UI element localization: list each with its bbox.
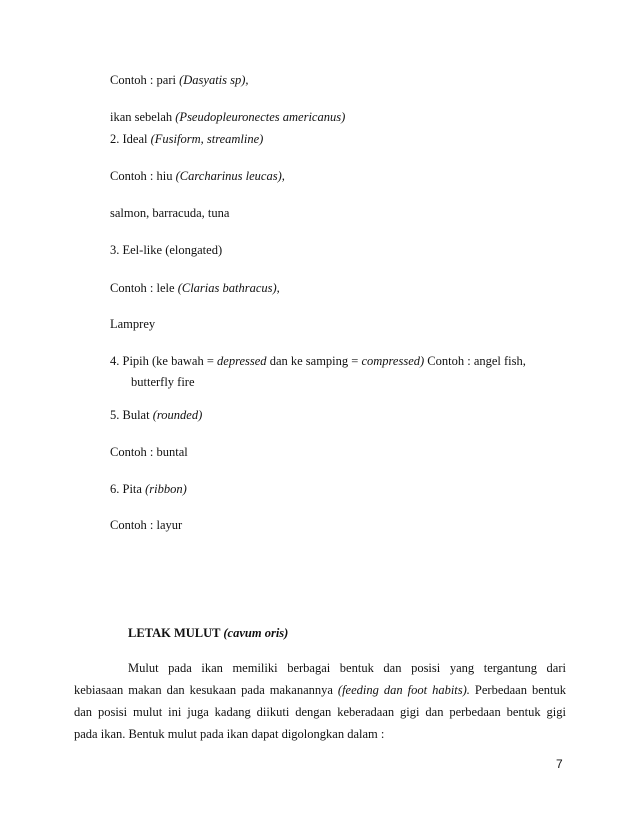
text-segment: Perbedaan bentuk: [469, 683, 566, 697]
example-line-pari: [110, 72, 249, 88]
scientific-name: (Carcharinus leucas),: [175, 169, 285, 183]
example-line-lamprey: [110, 316, 155, 332]
paragraph-row: [74, 701, 566, 723]
list-item-pipih: [110, 353, 526, 369]
example-line-hiu: [110, 168, 285, 184]
text-segment: Contoh : layur: [110, 518, 183, 532]
list-item-bulat: [110, 407, 202, 423]
example-line-layur: [110, 517, 182, 533]
text-segment: 5. Bulat: [110, 408, 153, 422]
text-segment: Lamprey: [110, 317, 156, 331]
text-segment: dan posisi mulut ini juga kadang diikuti dengan keberadaan gigi dan perbedaan bentuk gigi: [74, 705, 566, 719]
text-segment: Mulut pada ikan memiliki berbagai bentuk dan posisi yang tergantung dari: [128, 661, 566, 675]
list-item-ideal: [110, 131, 263, 147]
page-number: 7: [556, 757, 563, 771]
text-segment: ikan sebelah: [110, 110, 176, 124]
text-segment: 2. Ideal: [110, 132, 151, 146]
italic-term: compressed): [361, 354, 425, 368]
scientific-name: (Clarias bathracus),: [177, 281, 280, 295]
list-item-pita: [110, 481, 187, 497]
example-line-ikan-sebelah: [110, 109, 345, 125]
list-item-eel-like: [110, 242, 222, 258]
text-segment: Contoh : angel fish,: [424, 354, 526, 368]
example-line-lele: [110, 280, 280, 296]
scientific-name: (Pseudopleuronectes americanus): [175, 110, 346, 124]
text-segment: Contoh : hiu: [110, 169, 176, 183]
paragraph-row: [74, 723, 566, 745]
paragraph-row: [74, 679, 566, 701]
italic-term: (feeding dan foot habits).: [337, 683, 470, 697]
text-segment: 6. Pita: [110, 482, 146, 496]
text-segment: Contoh : buntal: [110, 445, 188, 459]
example-line-salmon: [110, 205, 229, 221]
text-segment: salmon, barracuda, tuna: [110, 206, 230, 220]
italic-term: depressed: [217, 354, 267, 368]
text-segment: Contoh : lele: [110, 281, 178, 295]
text-segment: dan ke samping =: [266, 354, 362, 368]
heading-text: LETAK MULUT: [128, 626, 224, 640]
section-heading: [128, 625, 288, 641]
text-segment: 3. Eel-like (elongated): [110, 243, 223, 257]
body-paragraph: [74, 657, 566, 745]
paragraph-row: [74, 657, 566, 679]
scientific-name: (Dasyatis sp),: [179, 73, 249, 87]
text-segment: kebiasaan makan dan kesukaan pada makanannya: [74, 683, 338, 697]
italic-term: (rounded): [152, 408, 203, 422]
italic-term: (ribbon): [145, 482, 187, 496]
text-segment: 4. Pipih (ke bawah =: [110, 354, 218, 368]
text-segment: Contoh : pari: [110, 73, 180, 87]
example-line-butterfly: [131, 374, 195, 390]
italic-term: (Fusiform, streamline): [150, 132, 264, 146]
heading-italic-term: (cavum oris): [223, 626, 289, 640]
text-segment: butterfly fire: [131, 375, 195, 389]
example-line-buntal: [110, 444, 188, 460]
text-segment: pada ikan. Bentuk mulut pada ikan dapat digolongkan dalam :: [74, 727, 385, 741]
